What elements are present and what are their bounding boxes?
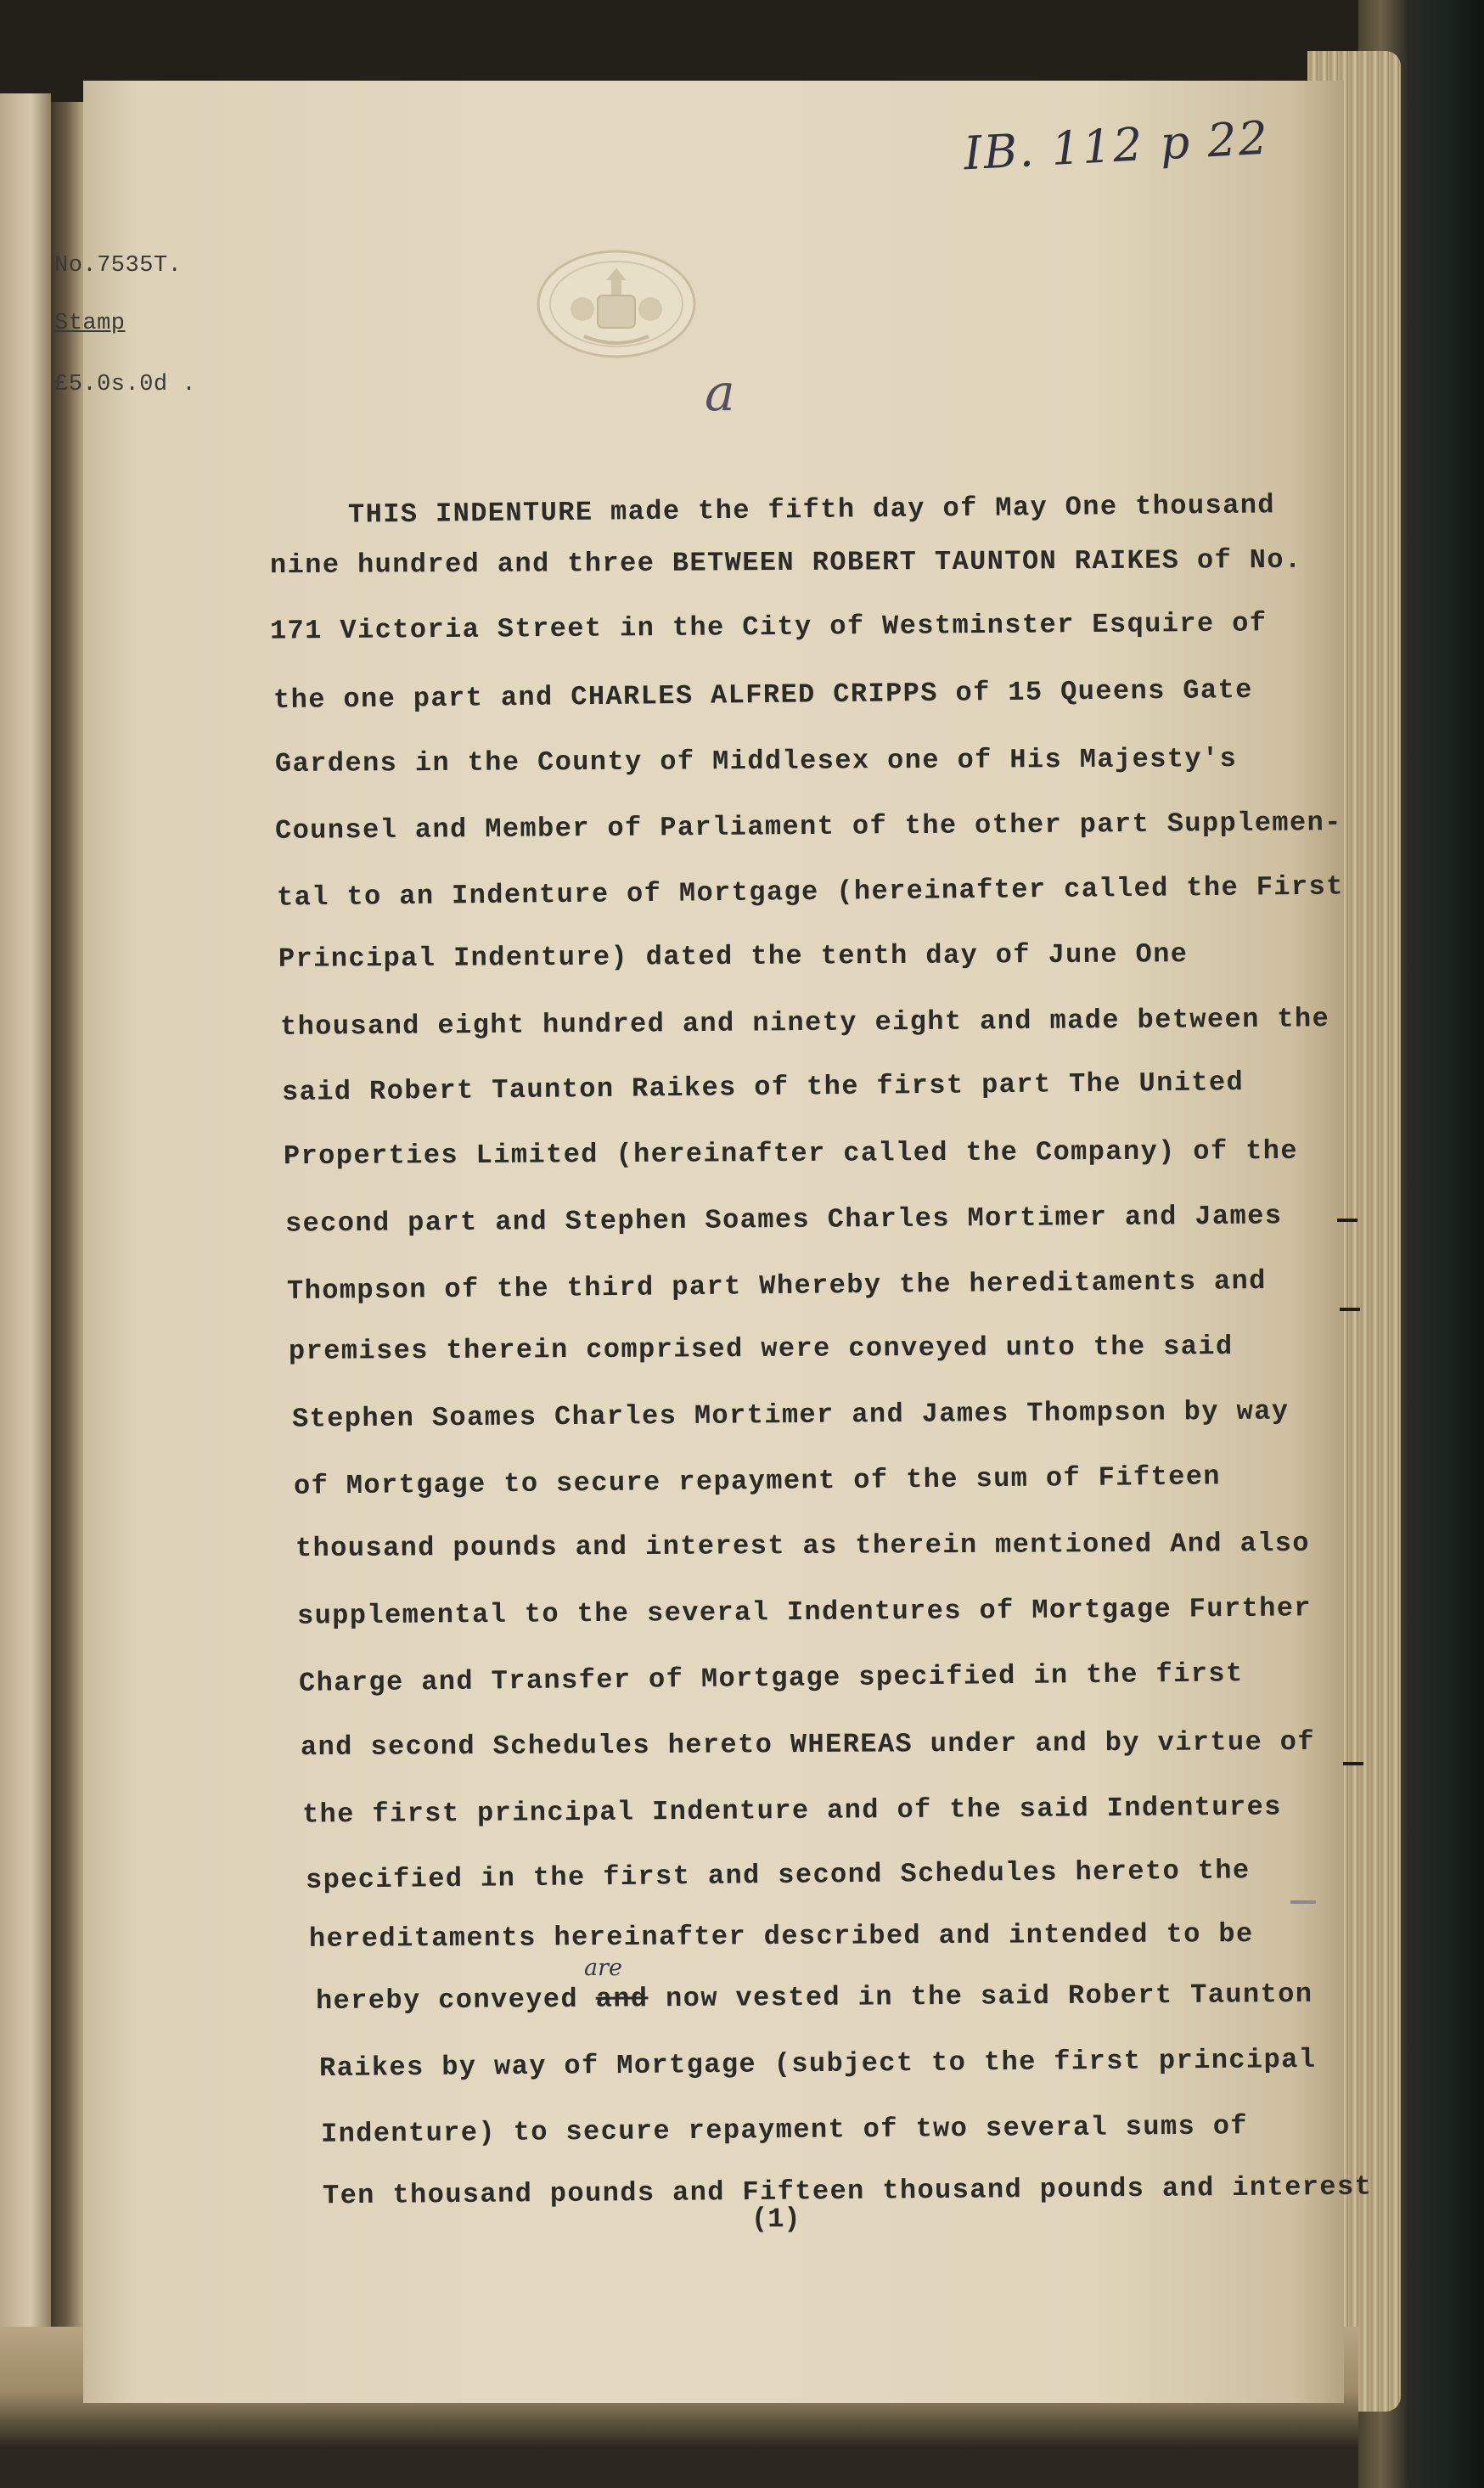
body-line: second part and Stephen Soames Charles Mortimer and James — [284, 1200, 1283, 1240]
body-line: premises therein comprised were conveyed unto the said — [288, 1331, 1234, 1367]
body-line: and second Schedules hereto WHEREAS under and by virtue of — [300, 1725, 1316, 1764]
body-line: Properties Limited (hereinafter called the Company) of the — [283, 1134, 1299, 1173]
body-line: nine hundred and three BETWEEN ROBERT TAUNTON RAIKES of No. — [269, 543, 1302, 582]
body-line: specified in the first and second Schedules hereto the — [305, 1855, 1251, 1896]
document-letter: a — [705, 363, 735, 423]
body-line: supplemental to the several Indentures of Mortgage Further — [296, 1592, 1313, 1632]
struck-word: and — [595, 1983, 649, 2015]
body-line: tal to an Indenture of Mortgage (hereinafter called the First — [276, 870, 1344, 914]
gutter-shadow — [51, 102, 83, 2352]
body-line: hereditaments hereinafter described and intended to be — [308, 1918, 1254, 1955]
margin-stamp-label: Stamp — [54, 311, 126, 336]
body-line: THIS INDENTURE made the fifth day of May One thousand — [347, 489, 1276, 531]
body-line: Ten thousand pounds and Fifteen thousand pounds and interest — [322, 2170, 1373, 2212]
body-line: of Mortgage to secure repayment of the sum of Fifteen — [293, 1461, 1222, 1502]
body-line: said Robert Taunton Raikes of the first part The United — [281, 1067, 1245, 1108]
body-line: Principal Indenture) dated the tenth day of June One — [278, 938, 1189, 975]
body-line: the first principal Indenture and of the said Indentures — [301, 1791, 1282, 1831]
correction-after: now vested in the said Robert Taunton — [648, 1978, 1313, 2015]
body-line: Gardens in the County of Middlesex one of His Majesty's — [274, 743, 1238, 780]
body-line: Raikes by way of Mortgage (subject to the first principal — [318, 2043, 1317, 2085]
correction-before: hereby conveyed — [315, 1983, 596, 2018]
edge-tab-mark — [1337, 1219, 1358, 1222]
body-line: thousand eight hundred and ninety eight and made between the — [279, 1003, 1330, 1043]
body-line: the one part and CHARLES ALFRED CRIPPS of 15 Queens Gate — [273, 673, 1253, 717]
facing-page-edge — [0, 93, 51, 2352]
margin-dash-mark — [1290, 1900, 1316, 1904]
handwritten-insertion: are — [584, 1955, 622, 1981]
edge-tab-mark — [1343, 1762, 1363, 1765]
body-line: Stephen Soames Charles Mortimer and James Thompson by way — [291, 1395, 1290, 1435]
body-line: Charge and Transfer of Mortgage specified in the first — [298, 1658, 1244, 1699]
body-line: Counsel and Member of Parliament of the other part Supplemen- — [274, 807, 1342, 847]
edge-tab-mark — [1340, 1308, 1360, 1311]
margin-stamp-duty: £5.0s.0d . — [54, 372, 197, 397]
body-line: Indenture) to secure repayment of two several sums of — [320, 2110, 1249, 2150]
folio-reference: IB. 112 p 22 — [962, 110, 1271, 181]
body-line: Thompson of the third part Whereby the hereditaments and — [286, 1264, 1267, 1308]
body-line: 171 Victoria Street in the City of Westminster Esquire of — [269, 607, 1268, 647]
page-number: (1) — [751, 2204, 801, 2235]
embossed-seal-icon — [533, 246, 700, 362]
margin-number: No.7535T. — [54, 253, 183, 279]
body-line: thousand pounds and interest as therein mentioned And also — [295, 1527, 1311, 1565]
